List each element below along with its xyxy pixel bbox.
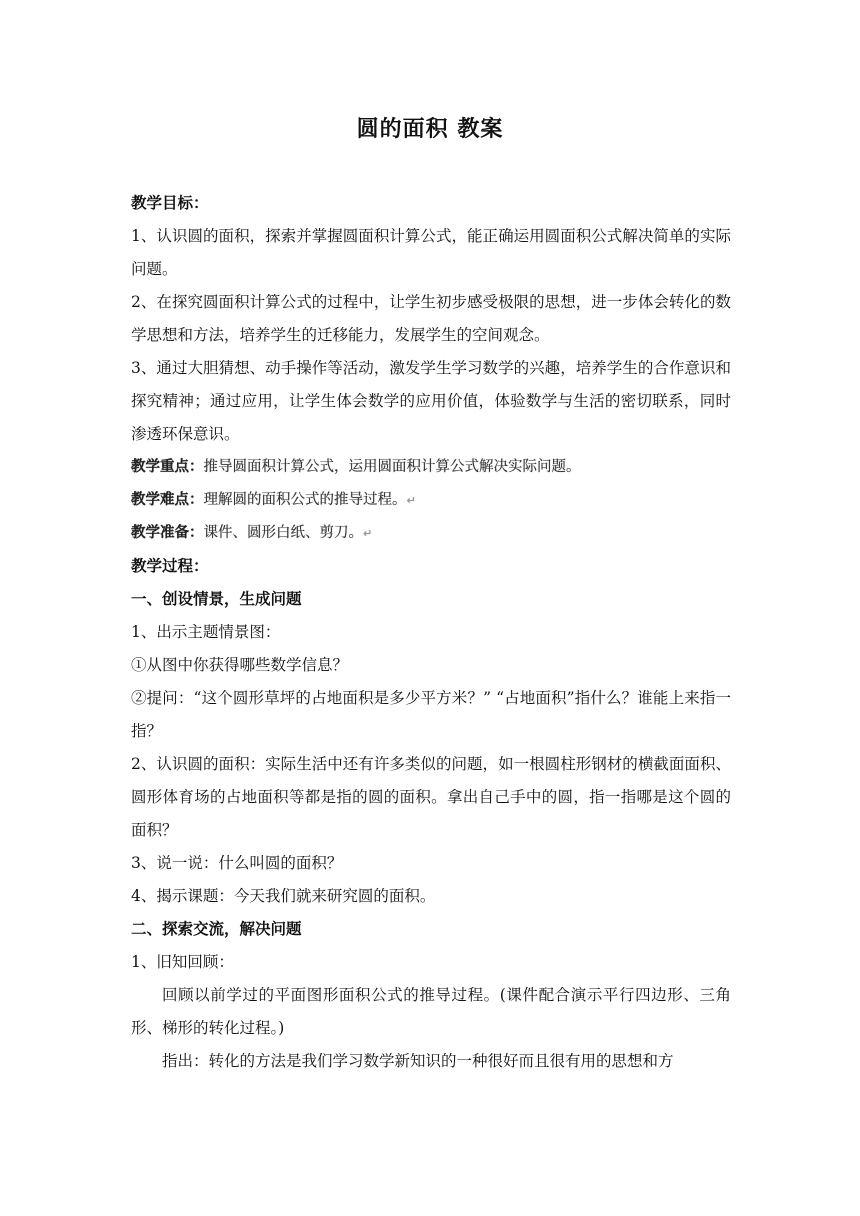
difficulty-label: 教学难点：	[131, 492, 204, 508]
section1-item: ②提问：“这个圆形草坪的占地面积是多少平方米？” “占地面积”指什么？谁能上来指一指？	[131, 689, 731, 740]
section1-item: ①从图中你获得哪些数学信息？	[131, 656, 349, 674]
preparation-line	[131, 517, 731, 550]
difficulty-text: 理解圆的面积公式的推导过程。	[203, 492, 407, 508]
return-mark: ↵	[363, 527, 373, 540]
document-body	[131, 187, 731, 1078]
section2-heading: 二、探索交流，解决问题	[131, 920, 302, 938]
section1-heading: 一、创设情景，生成问题	[131, 590, 302, 608]
process-heading: 教学过程：	[131, 557, 209, 575]
objective-item: 1、认识圆的面积，探索并掌握圆面积计算公式，能正确运用圆面积公式解决简单的实际问题。	[131, 227, 731, 278]
key-point-text: 推导圆面积计算公式，运用圆面积计算公式解决实际问题。	[203, 459, 581, 475]
section2-paragraph: 回顾以前学过的平面图形面积公式的推导过程。(课件配合演示平行四边形、三角形、梯形的转化过程。)	[131, 986, 731, 1037]
section2-item: 1、旧知回顾：	[131, 953, 234, 971]
objectives-heading: 教学目标：	[131, 194, 209, 212]
key-point-label: 教学重点：	[131, 459, 204, 475]
difficulty-line	[131, 484, 731, 517]
section1-item: 3、说一说：什么叫圆的面积？	[131, 854, 343, 872]
section1-item: 1、出示主题情景图：	[131, 623, 281, 641]
preparation-text: 课件、圆形白纸、剪刀。	[203, 525, 363, 541]
section1-item: 4、揭示课题：今天我们就来研究圆的面积。	[131, 887, 436, 905]
section1-item: 2、认识圆的面积：实际生活中还有许多类似的问题，如一根圆柱形钢材的横截面面积、圆形体育场的占地面积等都是指的圆的面积。拿出自己手中的圆，指一指哪是这个圆的面积？	[131, 755, 731, 839]
section2-paragraph: 指出：转化的方法是我们学习数学新知识的一种很好而且很有用的思想和方	[162, 1052, 674, 1070]
objective-item: 3、通过大胆猜想、动手操作等活动，激发学生学习数学的兴趣，培养学生的合作意识和探究精神；通过应用，让学生体会数学的应用价值，体验数学与生活的密切联系，同时渗透环保意识。	[131, 359, 731, 443]
return-mark: ↵	[406, 494, 416, 507]
objective-item: 2、在探究圆面积计算公式的过程中，让学生初步感受极限的思想，进一步体会转化的数学思想和方法，培养学生的迁移能力，发展学生的空间观念。	[131, 293, 731, 344]
preparation-label: 教学准备：	[131, 525, 204, 541]
key-point-line	[131, 451, 731, 484]
document-title: 圆的面积 教案	[356, 117, 504, 142]
